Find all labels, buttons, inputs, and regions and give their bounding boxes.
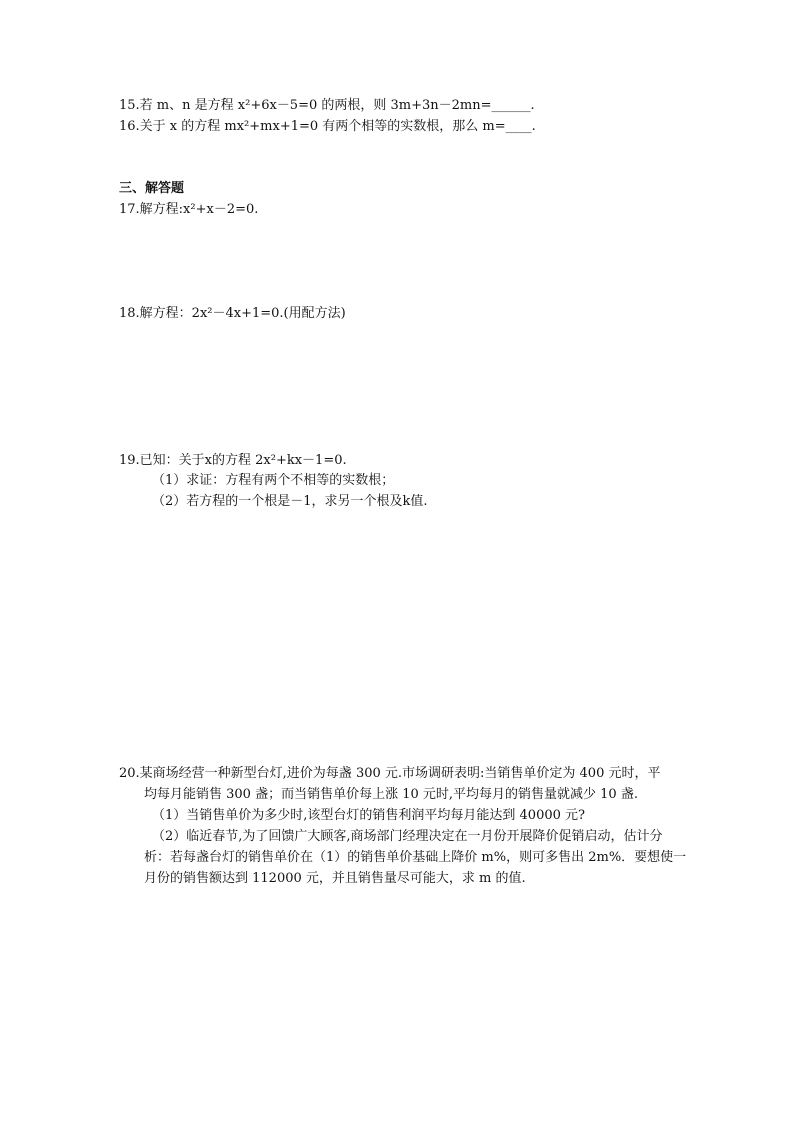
question-15: 15.若 m、n 是方程 x²+6x－5=0 的两根，则 3m+3n－2mn=______. (119, 98, 535, 113)
question-16: 16.关于 x 的方程 mx²+mx+1=0 有两个相等的实数根，那么 m=____. (119, 119, 536, 134)
question-20-line-4: 析：若每盏台灯的销售单价在（1）的销售单价基础上降价 m%，则可多售出 2m%．要想使一 (144, 850, 687, 865)
question-20-part-1: （1）当销售单价为多少时,该型台灯的销售利润平均每月能达到 40000 元? (152, 808, 585, 823)
question-19: 19.已知：关于x的方程 2x²+kx－1=0. (119, 453, 347, 468)
question-17: 17.解方程:x²+x－2=0. (119, 202, 259, 217)
question-20-part-2: （2）临近春节,为了回馈广大顾客,商场部门经理决定在一月份开展降价促销启动，估计分 (152, 829, 663, 844)
question-18: 18.解方程：2x²－4x+1=0.(用配方法) (119, 306, 346, 321)
question-20-line-5: 月份的销售额达到 112000 元，并且销售量尽可能大，求 m 的值. (144, 871, 526, 886)
question-20-line-1: 20.某商场经营一种新型台灯,进价为每盏 300 元.市场调研表明:当销售单价定为 400 元时，平 (119, 766, 661, 781)
question-19-part-1: （1）求证：方程有两个不相等的实数根； (152, 473, 395, 488)
question-19-part-2: （2）若方程的一个根是－1，求另一个根及k值. (152, 494, 428, 509)
section-heading-answers: 三、解答题 (119, 181, 185, 196)
question-20-line-2: 均每月能销售 300 盏；而当销售单价每上涨 10 元时,平均每月的销售量就减少 10 盏. (144, 787, 638, 802)
